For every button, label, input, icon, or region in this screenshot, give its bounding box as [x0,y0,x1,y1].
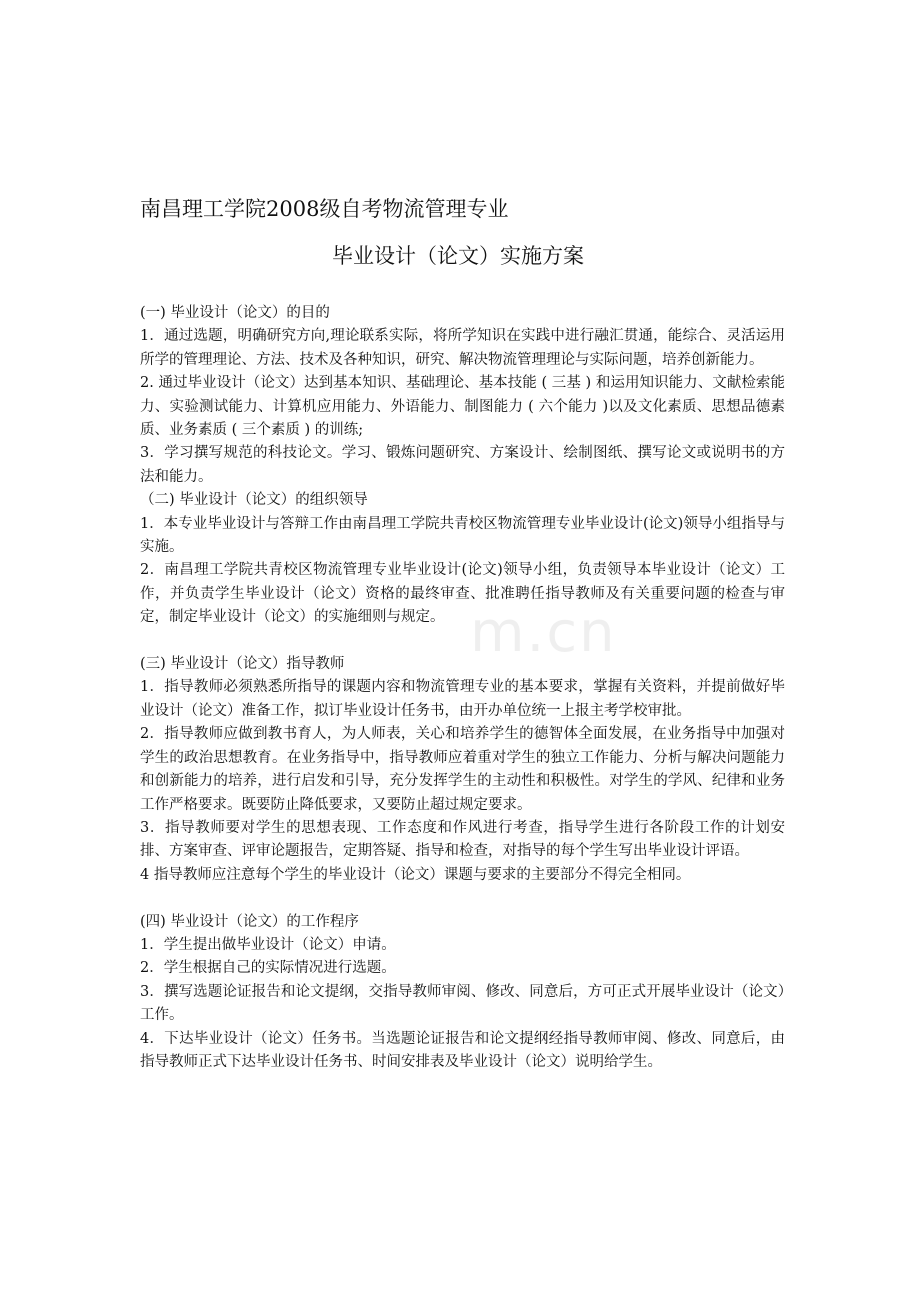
paragraph: 1．通过选题，明确研究方向,理论联系实际，将所学知识在实践中进行融汇贯通，能综合、灵活运用所学的管理理论、方法、技术及各种知识，研究、解决物流管理理论与实际问题，培养创新能力。 [140,328,785,368]
document-title-line1: 南昌理工学院2008级自考物流管理专业 [140,197,509,221]
document-body [140,302,785,1074]
paragraph: 4．下达毕业设计（论文）任务书。当选题论证报告和论文提纲经指导教师审阅、修改、同意后，由指导教师正式下达毕业设计任务书、时间安排表及毕业设计（论文）说明给学生。 [140,1030,785,1070]
paragraph: 1．指导教师必须熟悉所指导的课题内容和物流管理专业的基本要求，掌握有关资料，并提前做好毕业设计（论文）准备工作，拟订毕业设计任务书，由开办单位统一上报主考学校审批。 [140,679,785,719]
section-heading: (一) 毕业设计（论文）的目的 [140,305,330,321]
paragraph: 1．本专业毕业设计与答辩工作由南昌理工学院共青校区物流管理专业毕业设计(论文)领导小组指导与实施。 [140,515,785,556]
paragraph: 2．指导教师应做到教书育人，为人师表，关心和培养学生的德智体全面发展，在业务指导中加强对学生的政治思想教育。在业务指导中，指导教师应着重对学生的独立工作能力、分析与解决问题能力和创新能力的培养，进行启发和引导，充分发挥学生的主动性和积极性。对学生的学风、纪律和业务工作严格要求。既要防止降低要求，又要防止超过规定要求。 [140,726,785,813]
paragraph: 2．南昌理工学院共青校区物流管理专业毕业设计(论文)领导小组，负责领导本毕业设计（论文）工作，并负责学生毕业设计（论文）资格的最终审查、批准聘任指导教师及有关重要问题的检查与审定，制定毕业设计（论文）的实施细则与规定。 [140,562,785,626]
paragraph: 2. 通过毕业设计（论文）达到基本知识、基础理论、基本技能 ( 三基 ) 和运用知识能力、文献检索能力、实验测试能力、计算机应用能力、外语能力、制图能力 ( 六个能力 )以及文化素质、思想品德素质、业务素质 ( 三个素质 ) 的训练; [140,375,785,439]
paragraph: 2．学生根据自己的实际情况进行选题。 [140,960,396,977]
paragraph: 3．撰写选题论证报告和论文提纲，交指导教师审阅、修改、同意后，方可正式开展毕业设计（论文）工作。 [140,983,785,1024]
watermark: m.cn [470,600,617,665]
blank-line [140,887,785,910]
paragraph: 3．学习撰写规范的科技论文。学习、锻炼问题研究、方案设计、绘制图纸、撰写论文或说明书的方法和能力。 [140,445,785,485]
paragraph: 3．指导教师要对学生的思想表现、工作态度和作风进行考查，指导学生进行各阶段工作的计划安排、方案审查、评审论题报告，定期答疑、指导和检查，对指导的每个学生写出毕业设计评语。 [140,819,785,860]
section-heading: (四) 毕业设计（论文）的工作程序 [140,913,359,930]
document-title-line2: 毕业设计（论文）实施方案 [332,244,584,268]
section-heading: (三) 毕业设计（论文）指导教师 [140,656,345,673]
paragraph: 1．学生提出做毕业设计（论文）申请。 [140,936,396,953]
blank-line [140,630,785,653]
paragraph: 4 指导教师应注意每个学生的毕业设计（论文）课题与要求的主要部分不得完全相同。 [140,866,691,883]
section-heading: （二) 毕业设计（论文）的组织领导 [140,492,368,509]
